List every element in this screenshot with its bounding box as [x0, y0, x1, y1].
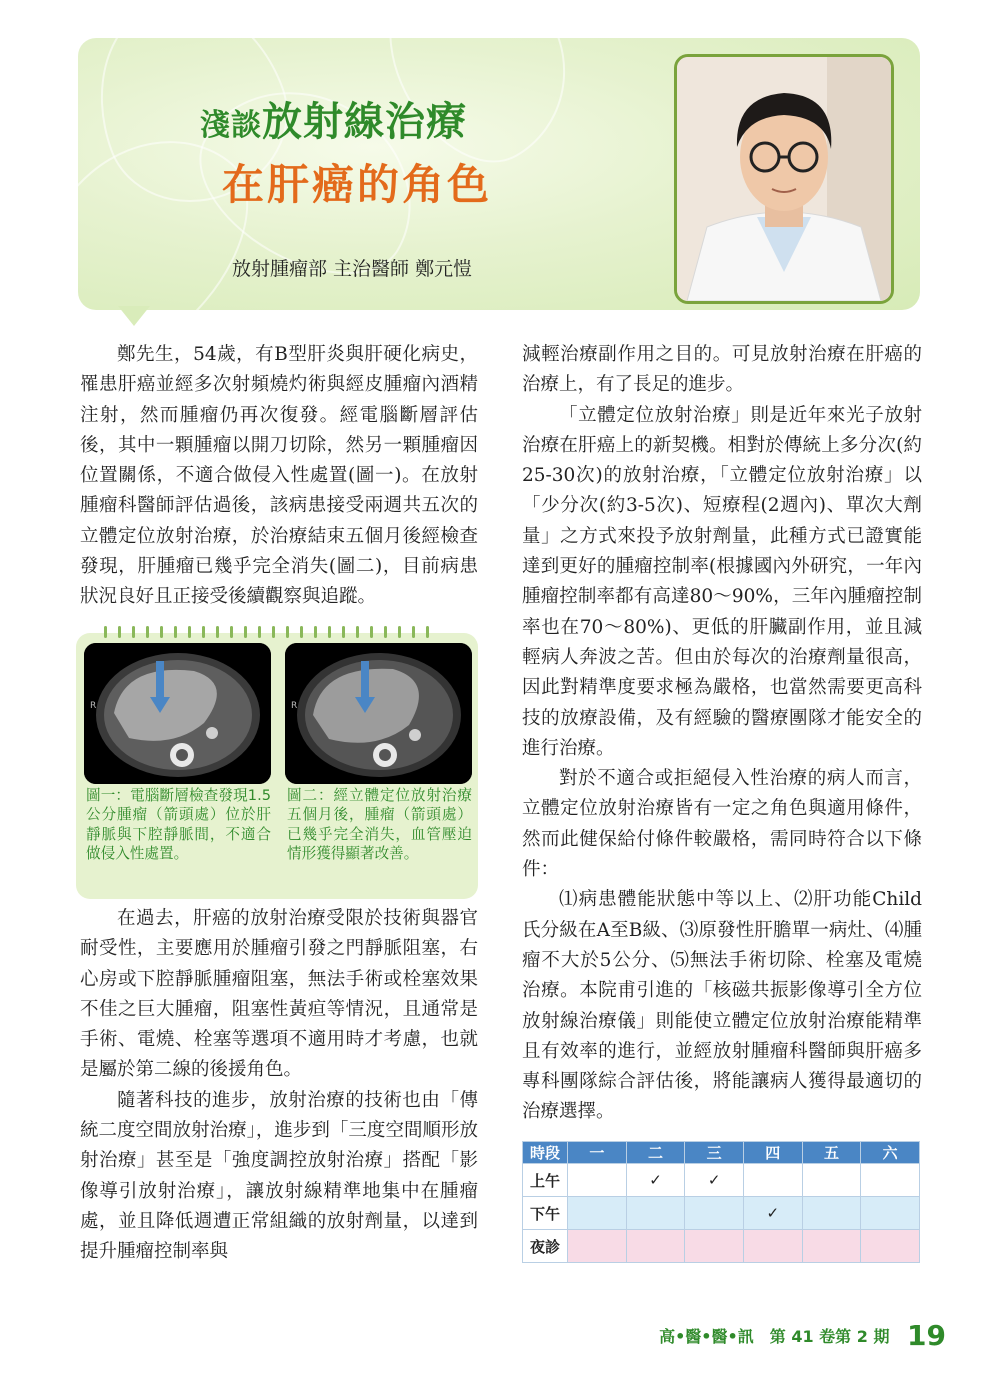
right-column	[522, 340, 922, 1128]
schedule-cell	[568, 1230, 627, 1263]
title-main: 放射線治療	[262, 99, 467, 145]
page-number: 19	[907, 1319, 946, 1352]
decorative-tick	[244, 626, 247, 638]
decorative-tick	[370, 626, 373, 638]
schedule-cell	[568, 1197, 627, 1230]
ct-scan-icon	[285, 643, 472, 784]
ct-marker: R	[90, 701, 97, 711]
decorative-tick	[342, 626, 345, 638]
schedule-header-row	[523, 1142, 920, 1164]
decorative-tick	[384, 626, 387, 638]
decorative-tick	[174, 626, 177, 638]
schedule-row-label: 下午	[523, 1197, 568, 1230]
schedule-day: 五	[802, 1142, 861, 1164]
schedule-day: 六	[861, 1142, 920, 1164]
decorative-tick	[132, 626, 135, 638]
schedule-row-label: 上午	[523, 1164, 568, 1197]
title-line-1	[200, 90, 467, 147]
schedule-cell	[743, 1230, 802, 1263]
paragraph: 「立體定位放射治療」則是近年來光子放射治療在肝癌上的新契機。相對於傳統上多分次(約25-30次)的放射治療，「立體定位放射治療」以「少分次(約3-5次)、短療程(2週內)、單次大劑量」之方式來投予放射劑量，此種方式已證實能達到更好的腫瘤控制率(根據國內外研究，一年內腫瘤控制率都有高達80～90%，三年內腫瘤控制率也在70～80%)、更低的肝臟副作用，並且減輕病人奔波之苦。但由於每次的治療劑量很高，因此對精準度要求極為嚴格，也當然需要更高科技的放療設備，及有經驗的醫療團隊才能安全的進行治療。	[522, 404, 922, 759]
schedule-cell: ✓	[743, 1197, 802, 1230]
left-column-top	[80, 340, 478, 613]
schedule-day: 二	[626, 1142, 685, 1164]
schedule-cell	[861, 1164, 920, 1197]
paragraph: 在過去，肝癌的放射治療受限於技術與器官耐受性，主要應用於腫瘤引發之門靜脈阻塞，右心房或下腔靜脈腫瘤阻塞，無法手術或栓塞效果不佳之巨大腫瘤，阻塞性黃疸等情況，且通常是手術、電燒、栓塞等選項不適用時才考慮，也就是屬於第二線的後援角色。	[80, 908, 478, 1081]
journal-name: 高•醫•醫•訊 第 41 卷第 2 期	[659, 1327, 890, 1346]
schedule-cell	[568, 1164, 627, 1197]
schedule-cell	[861, 1197, 920, 1230]
decorative-tick	[426, 626, 429, 638]
ct-marker: R	[291, 701, 298, 711]
author-byline: 放射腫瘤部 主治醫師 鄭元愷	[232, 258, 473, 280]
title-prefix: 淺談	[200, 108, 262, 143]
paragraph: 對於不適合或拒絕侵入性治療的病人而言，立體定位放射治療皆有一定之角色與適用條件，然而此健保給付條件較嚴格，需同時符合以下條件：	[522, 768, 922, 881]
decorative-tick	[146, 626, 149, 638]
schedule-day: 三	[685, 1142, 744, 1164]
decorative-tick	[104, 626, 107, 638]
schedule-cell	[685, 1197, 744, 1230]
schedule-cell	[861, 1230, 920, 1263]
left-column-bottom	[80, 904, 478, 1268]
schedule-cell	[626, 1197, 685, 1230]
header-notch	[118, 306, 150, 326]
doctor-portrait-icon	[677, 57, 891, 301]
decorative-tick	[286, 626, 289, 638]
paragraph: 鄭先生，54歲，有B型肝炎與肝硬化病史，罹患肝癌並經多次射頻燒灼術與經皮腫瘤內酒精注射，然而腫瘤仍再次復發。經電腦斷層評估後，其中一顆腫瘤以開刀切除，然另一顆腫瘤因位置關係，不適合做侵入性處置(圖一)。在放射腫瘤科醫師評估過後，該病患接受兩週共五次的立體定位放射治療，於治療結束五個月後經檢查發現，肝腫瘤已幾乎完全消失(圖二)，目前病患狀況良好且正接受後續觀察與追蹤。	[80, 344, 478, 608]
schedule-cell	[685, 1230, 744, 1263]
decorative-tick	[230, 626, 233, 638]
decorative-tick	[412, 626, 415, 638]
schedule-cell	[626, 1230, 685, 1263]
decorative-tick	[300, 626, 303, 638]
schedule-header-label: 時段	[523, 1142, 568, 1164]
clinic-schedule-table	[522, 1141, 920, 1263]
doctor-photo	[674, 54, 894, 304]
schedule-day: 一	[568, 1142, 627, 1164]
decorative-tick	[216, 626, 219, 638]
decorative-tick	[118, 626, 121, 638]
schedule-cell: ✓	[626, 1164, 685, 1197]
figure-1-caption: 圖一：電腦斷層檢查發現1.5公分腫瘤（箭頭處）位於肝靜脈與下腔靜脈間，不適合做侵入性處置。	[86, 787, 271, 863]
decorative-tick	[160, 626, 163, 638]
ct-scan-icon	[84, 643, 271, 784]
decorative-tick	[202, 626, 205, 638]
decorative-tick	[398, 626, 401, 638]
schedule-cell	[802, 1164, 861, 1197]
schedule-day: 四	[743, 1142, 802, 1164]
schedule-cell	[743, 1164, 802, 1197]
decorative-tick	[328, 626, 331, 638]
ct-image-before	[84, 643, 271, 784]
schedule-row-label: 夜診	[523, 1230, 568, 1263]
figure-2-caption: 圖二：經立體定位放射治療五個月後，腫瘤（箭頭處）已幾乎完全消失，血管壓迫情形獲得顯著改善。	[287, 787, 472, 863]
title-line-2: 在肝癌的角色	[222, 160, 493, 209]
decorative-tick	[356, 626, 359, 638]
paragraph: ⑴病患體能狀態中等以上、⑵肝功能Child氏分級在A至B級、⑶原發性肝膽單一病灶、⑷腫瘤不大於5公分、⑸無法手術切除、栓塞及電燒治療。本院甫引進的「核磁共振影像導引全方位放射線治療儀」則能使立體定位放射治療能精準且有效率的進行，並經放射腫瘤科醫師與肝癌多專科團隊綜合評估後，將能讓病人獲得最適切的治療選擇。	[522, 889, 922, 1123]
page-footer	[659, 1319, 946, 1352]
schedule-row-afternoon	[523, 1197, 920, 1230]
decorative-tick	[258, 626, 261, 638]
ct-image-after	[285, 643, 472, 784]
paragraph: 減輕治療副作用之目的。可見放射治療在肝癌的治療上，有了長足的進步。	[522, 344, 922, 396]
schedule-row-evening	[523, 1230, 920, 1263]
schedule-cell	[802, 1230, 861, 1263]
schedule-cell: ✓	[685, 1164, 744, 1197]
schedule-cell	[802, 1197, 861, 1230]
paragraph: 隨著科技的進步，放射治療的技術也由「傳統二度空間放射治療」，進步到「三度空間順形放射治療」甚至是「強度調控放射治療」搭配「影像導引放射治療」，讓放射線精準地集中在腫瘤處，並且降低週遭正常組織的放射劑量，以達到提升腫瘤控制率與	[80, 1089, 478, 1263]
decorative-tick	[314, 626, 317, 638]
decorative-tick	[188, 626, 191, 638]
decorative-tick	[272, 626, 275, 638]
schedule-row-morning	[523, 1164, 920, 1197]
